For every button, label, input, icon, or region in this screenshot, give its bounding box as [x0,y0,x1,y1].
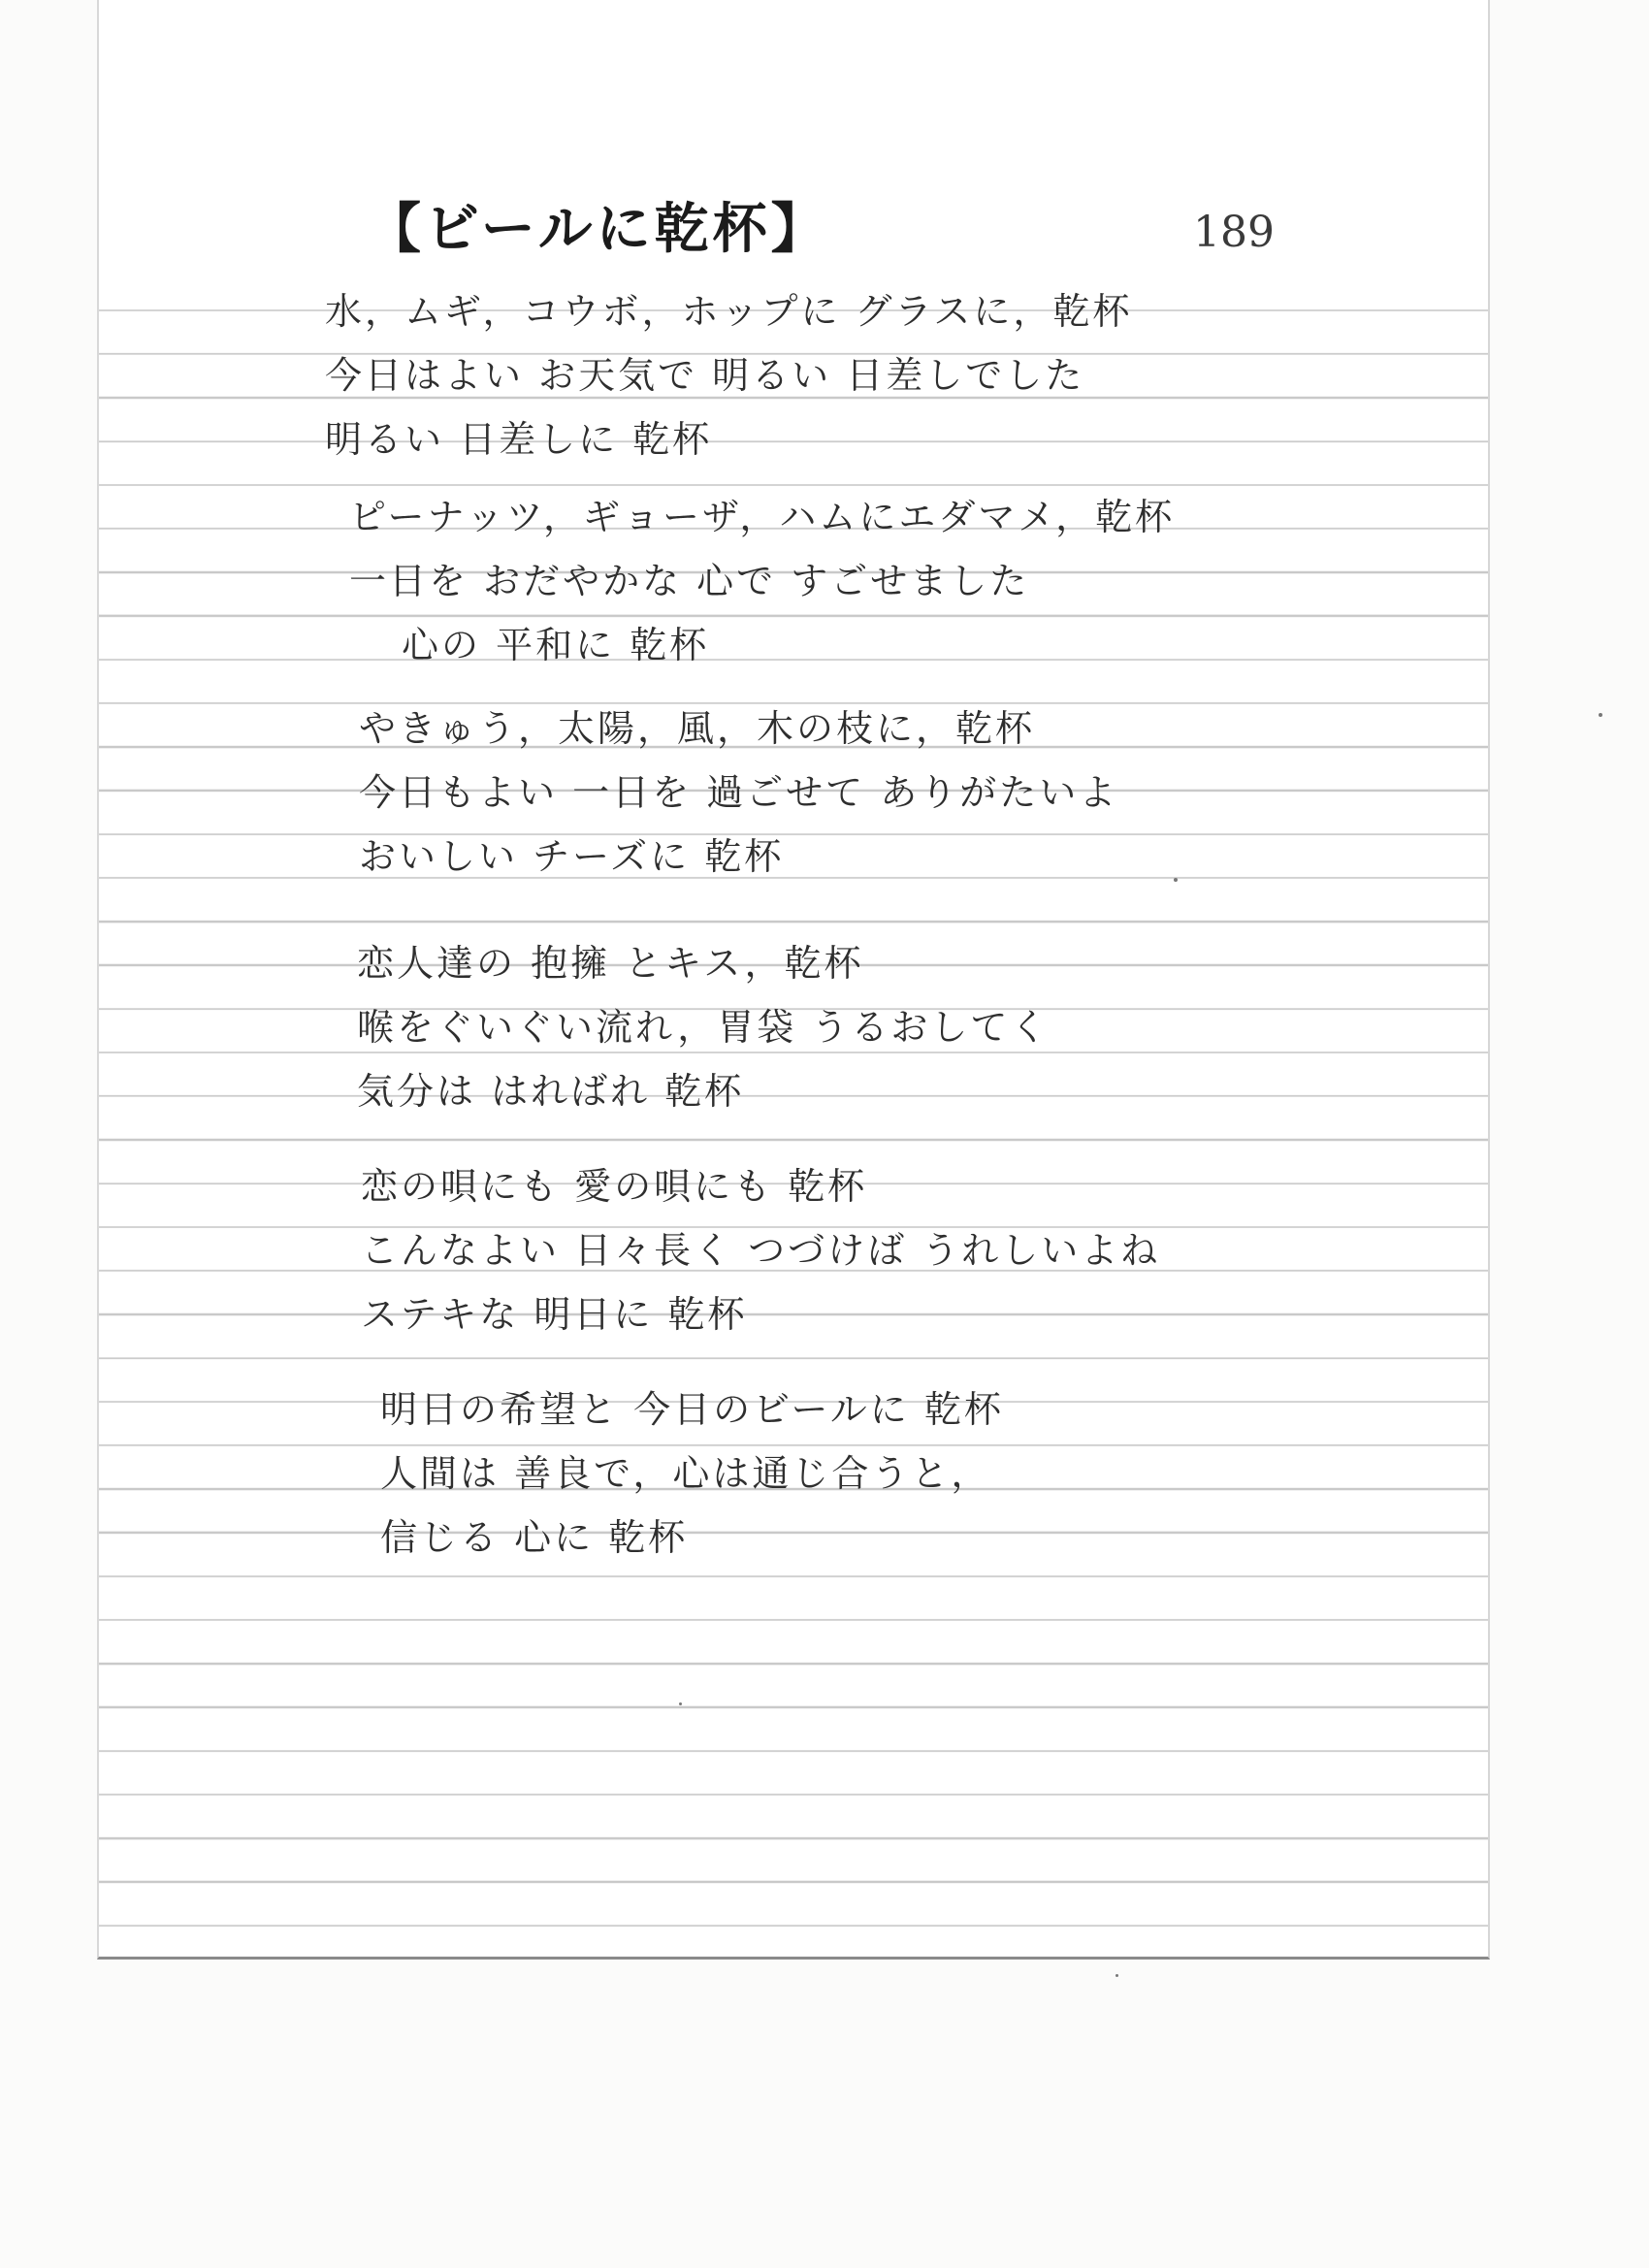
stanza-line: 明日の希望と 今日のビールに 乾杯 [380,1388,1004,1431]
stanza-4 [357,931,1050,1123]
stanza-3 [359,697,1118,889]
stanza-line: 恋の唄にも 愛の唄にも 乾杯 [361,1165,868,1208]
stanza-line: ピーナッツ，ギョーザ，ハムにエダマメ，乾杯 [349,496,1176,538]
stanza-line: 人間は 善良で，心は通じ合うと， [380,1452,991,1495]
poem-title: 【ビールに乾杯】 [367,198,829,261]
stanza-line: 水，ムギ，コウボ，ホップに グラスに，乾杯 [325,290,1133,333]
stanza-line: 心の 平和に 乾杯 [402,624,710,666]
stanza-line: ステキな 明日に 乾杯 [361,1293,748,1336]
stanza-6 [380,1377,1004,1570]
stanza-line: 明るい 日差しに 乾杯 [325,418,713,461]
stanza-line: 喉をぐいぐい流れ，胃袋 うるおしてく [357,1006,1051,1049]
stanza-line: 今日はよい お天気で 明るい 日差しでした [325,354,1085,397]
stanza-line: 一日を おだやかな 心で すごせました [349,560,1030,602]
stanza-2 [349,485,1175,677]
stanza-line: こんなよい 日々長く つづけば うれしいよね [361,1229,1161,1272]
stanza-5 [361,1154,1160,1346]
scan-speck [1174,878,1178,882]
scan-speck [679,1702,682,1705]
stanza-line: 気分は はればれ 乾杯 [357,1070,745,1113]
stanza-line: おいしい チーズに 乾杯 [359,835,785,878]
scan-speck [1599,713,1602,717]
stanza-1 [325,279,1132,471]
page-number: 189 [1193,208,1275,257]
stanza-line: 今日もよい 一日を 過ごせて ありがたいよ [359,771,1119,814]
stanza-line: 信じる 心に 乾杯 [380,1516,689,1559]
stanza-line: 恋人達の 抱擁 とキス，乾杯 [357,942,864,985]
scan-speck [1116,1974,1118,1977]
stanza-line: やきゅう，太陽，風，木の枝に，乾杯 [359,707,1036,750]
